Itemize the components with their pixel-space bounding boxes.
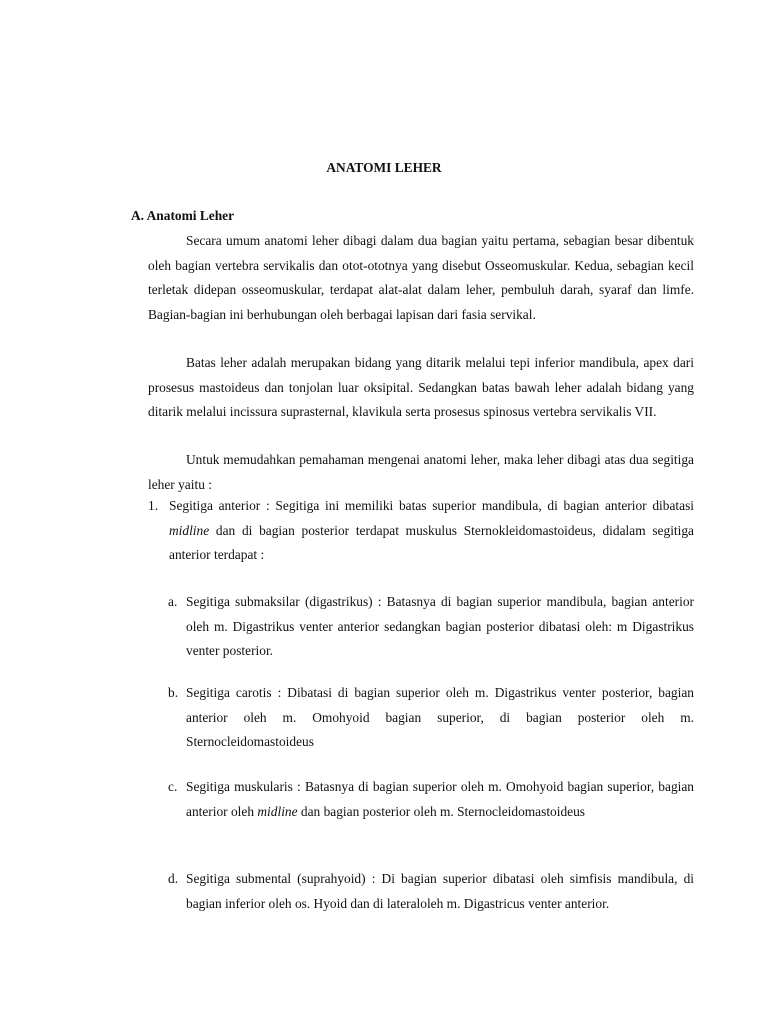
list-number: 1. (148, 498, 159, 513)
sub-item-marker: d. (168, 871, 179, 886)
page-title: ANATOMI LEHER (326, 160, 442, 175)
sub-item-marker: b. (168, 685, 179, 700)
list-text-italic: midline (169, 522, 210, 538)
section-heading: A. Anatomi Leher (131, 208, 235, 223)
sub-item-marker: a. (168, 594, 178, 609)
sub-item-text: Segitiga submental (suprahyoid) : Di bagian superior dibatasi oleh simfisis mandibula, di bagian inferior oleh os. Hyoid dan di lateraloleh m. Digastricus venter anterior. (186, 871, 694, 911)
sub-item-text: Segitiga submaksilar (digastrikus) : Batasnya di bagian superior mandibula, bagian anterior oleh m. Digastrikus venter anterior sedangkan bagian posterior dibatasi oleh: m Digastrikus venter posterior. (186, 594, 694, 658)
paragraph-2: Batas leher adalah merupakan bidang yang ditarik melalui tepi inferior mandibula, apex dari prosesus mastoideus dan tonjolan luar oksipital. Sedangkan batas bawah leher adalah bidang yang ditarik melalui incissura suprasternal, klavikula serta prosesus spinosus vertebra servikalis VII. (148, 355, 694, 419)
sub-item-text-after: dan bagian posterior oleh m. Sternocleidomastoideus (297, 803, 586, 819)
sub-item-c (168, 775, 694, 824)
sub-item-text (186, 775, 694, 824)
sub-item-b (168, 681, 694, 755)
sub-item-a (168, 590, 694, 664)
paragraph-3: Untuk memudahkan pemahaman mengenai anatomi leher, maka leher dibagi atas dua segitiga leher yaitu : (148, 452, 694, 492)
sub-item-text: Segitiga carotis : Dibatasi di bagian superior oleh m. Digastrikus venter posterior, bagian anterior oleh m. Omohyoid bagian superior, di bagian posterior oleh m. Sternocleidomastoideus (186, 685, 694, 749)
sub-item-marker: c. (168, 779, 178, 794)
paragraph-1: Secara umum anatomi leher dibagi dalam dua bagian yaitu pertama, sebagian besar dibentuk oleh bagian vertebra servikalis dan otot-ototnya yang disebut Osseomuskular. Kedua, sebagian kecil terletak didepan osseomuskular, terdapat alat-alat dalam leher, pembuluh darah, syaraf dan limfe. Bagian-bagian ini berhubungan oleh berbagai lapisan dari fasia servikal. (148, 233, 694, 322)
list-item-1 (148, 494, 694, 568)
list-item-text (169, 494, 694, 568)
sub-item-text-before: Segitiga muskularis : Batasnya di bagian superior oleh m. Omohyoid bagian superior, bagian anterior oleh (186, 779, 694, 819)
sub-item-text-italic: midline (257, 803, 298, 819)
list-text-before: Segitiga anterior : Segitiga ini memiliki batas superior mandibula, di bagian anterior dibatasi (169, 498, 694, 513)
sub-item-d (168, 867, 694, 916)
list-text-after: dan di bagian posterior terdapat muskulus Sternokleidomastoideus, didalam segitiga anterior terdapat : (169, 522, 694, 562)
